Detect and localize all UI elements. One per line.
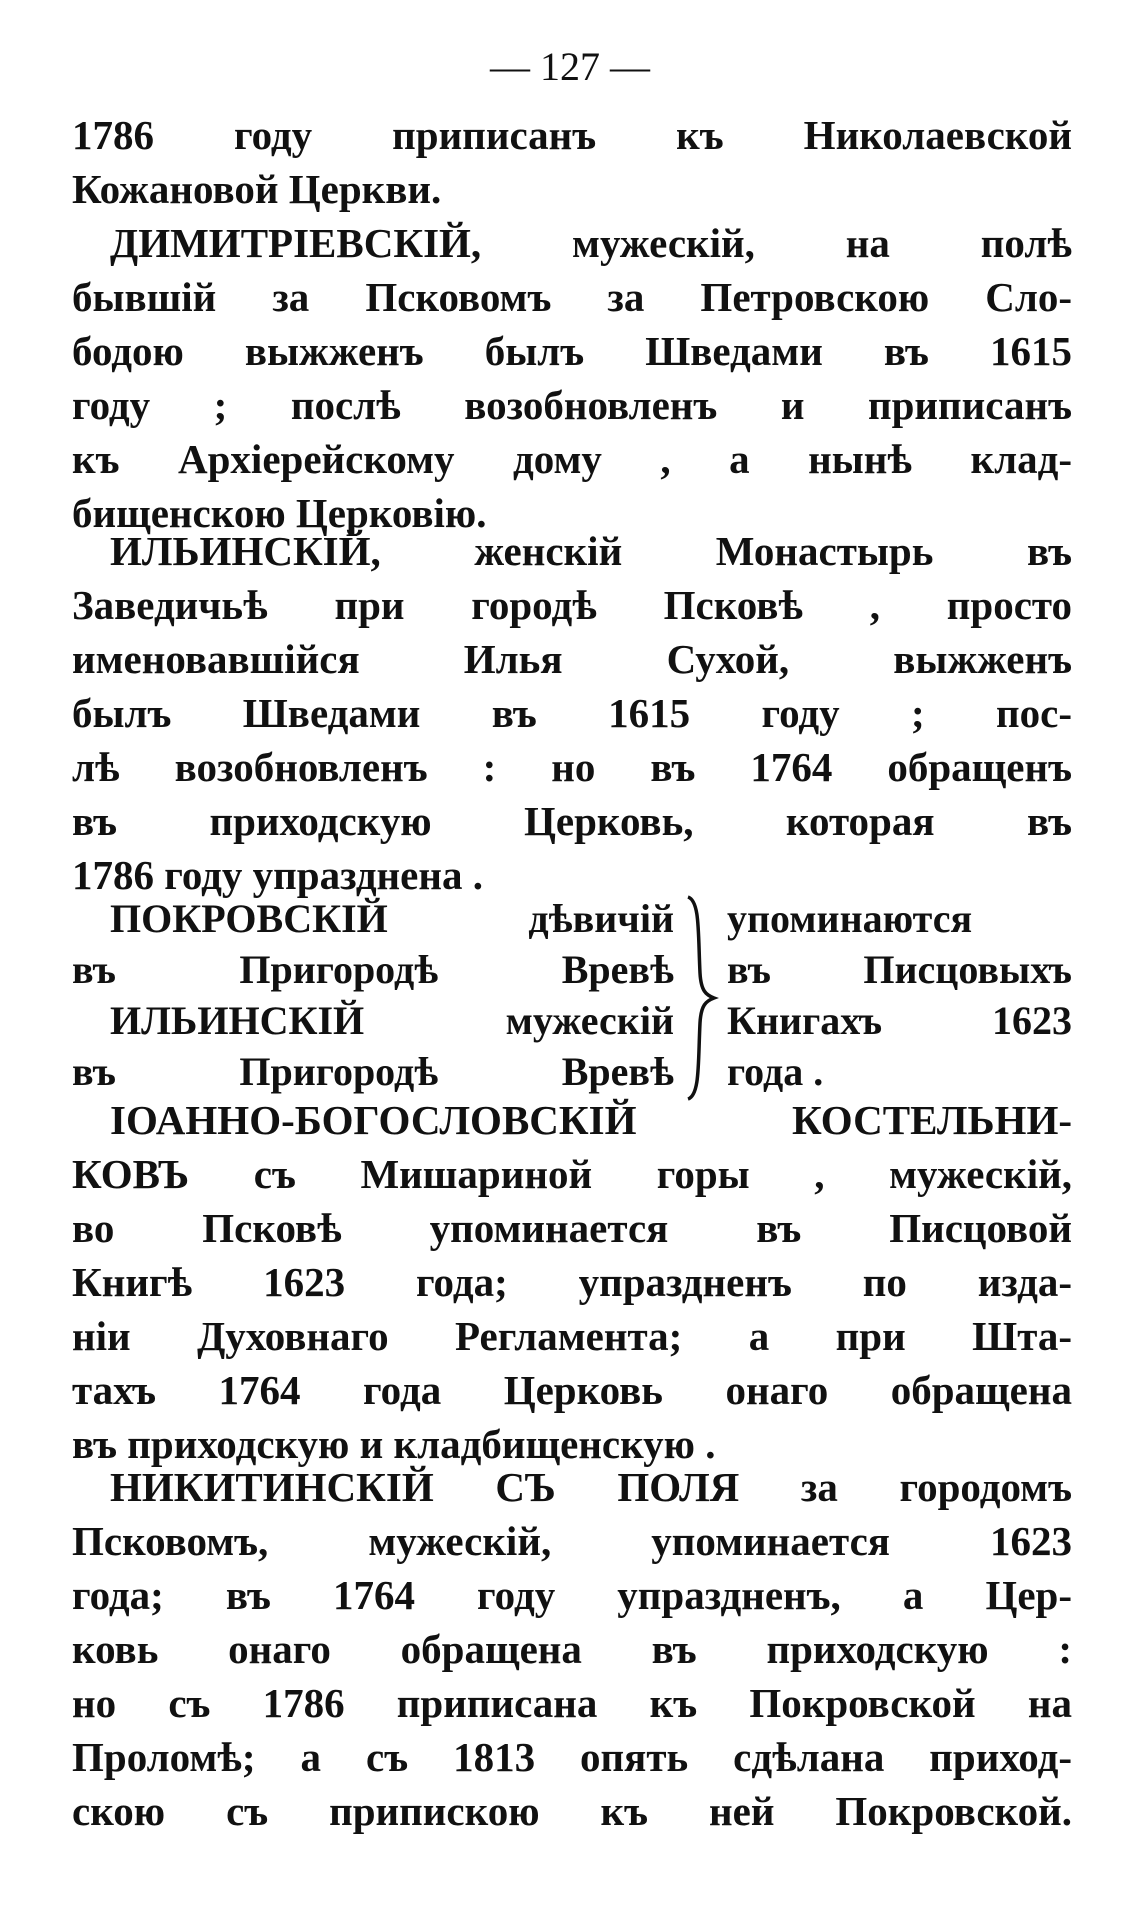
text-line: ИЛЬИНСКІЙ, женскій Монастырь въ (110, 528, 1072, 574)
text-line: КОВЪ съ Мишариной горы , мужескій, (72, 1151, 1072, 1197)
text-line: году ; послѣ возобновленъ и приписанъ (72, 382, 1072, 428)
paragraph-ilyinsky-convent (72, 524, 1072, 902)
braced-entries-left (72, 893, 674, 1097)
text-line: лѣ возобновленъ : но въ 1764 обращенъ (72, 744, 1072, 790)
text-line: Проломѣ; а съ 1813 опять сдѣлана приход- (72, 1734, 1072, 1780)
text-line: года . (727, 1049, 824, 1094)
paragraph-ioanno-bogoslovsky (72, 1093, 1072, 1471)
braced-two-column-entry (72, 893, 1072, 1103)
paragraph-nikolaevskoy-continuation (72, 108, 1072, 216)
text-line: Псковомъ, мужескій, упоминается 1623 (72, 1518, 1072, 1564)
text-line: былъ Шведами въ 1615 году ; пос- (72, 690, 1072, 736)
text-line: именовавшійся Илья Сухой, выжженъ (72, 636, 1072, 682)
text-line: въ Пригородѣ Вревѣ (72, 947, 674, 992)
text-line: бывшій за Псковомъ за Петровскою Сло- (72, 274, 1072, 320)
paragraph-dimitrievsky (72, 216, 1072, 540)
text-line: къ Архіерейскому дому , а нынѣ клад- (72, 436, 1072, 482)
text-line: тахъ 1764 года Церковь онаго обращена (72, 1367, 1072, 1413)
text-line: въ приходскую Церковь, которая въ (72, 798, 1072, 844)
text-line: года; въ 1764 году упраздненъ, а Цер- (72, 1572, 1072, 1618)
text-line: Кожановой Церкви. (72, 166, 442, 212)
text-line: въ Пригородѣ Вревѣ (72, 1049, 674, 1094)
text-line: скою съ припискою къ ней Покровской. (72, 1788, 1072, 1834)
text-line: во Псковѣ упоминается въ Писцовой (72, 1205, 1072, 1251)
text-line: НИКИТИНСКІЙ СЪ ПОЛЯ за городомъ (110, 1464, 1072, 1510)
text-line: ДИМИТРІЕВСКІЙ, мужескій, на полѣ (110, 220, 1072, 266)
text-line: ковь онаго обращена въ приходскую : (72, 1626, 1072, 1672)
paragraph-nikitinsky (72, 1460, 1072, 1838)
text-line: бодою выжженъ былъ Шведами въ 1615 (72, 328, 1072, 374)
text-line: 1786 году упразднена . (72, 852, 484, 898)
text-line: но съ 1786 приписана къ Покровской на (72, 1680, 1072, 1726)
braced-entries-right (727, 893, 1072, 1097)
text-line: Книгѣ 1623 года; упраздненъ по изда- (72, 1259, 1072, 1305)
text-line: Заведичьѣ при городѣ Псковѣ , просто (72, 582, 1072, 628)
page-number: — 127 — (490, 44, 650, 89)
text-line: ІОАННО-БОГОСЛОВСКІЙ КОСТЕЛЬНИ- (110, 1097, 1072, 1143)
curly-brace-icon (680, 893, 720, 1103)
text-line: въ приходскую и кладбищенскую . (72, 1421, 716, 1467)
text-line: ПОКРОВСКІЙ дѣвичій (110, 896, 674, 941)
text-line: 1786 году приписанъ къ Николаевской (72, 112, 1072, 158)
text-line: Книгахъ 1623 (727, 998, 1072, 1043)
text-line: бищенскою Церковію. (72, 490, 487, 536)
text-line: ИЛЬИНСКІЙ мужескій (110, 998, 674, 1043)
text-line: ніи Духовнаго Регламента; а при Шта- (72, 1313, 1072, 1359)
text-line: упоминаются (727, 896, 973, 941)
text-line: въ Писцовыхъ (727, 947, 1072, 992)
